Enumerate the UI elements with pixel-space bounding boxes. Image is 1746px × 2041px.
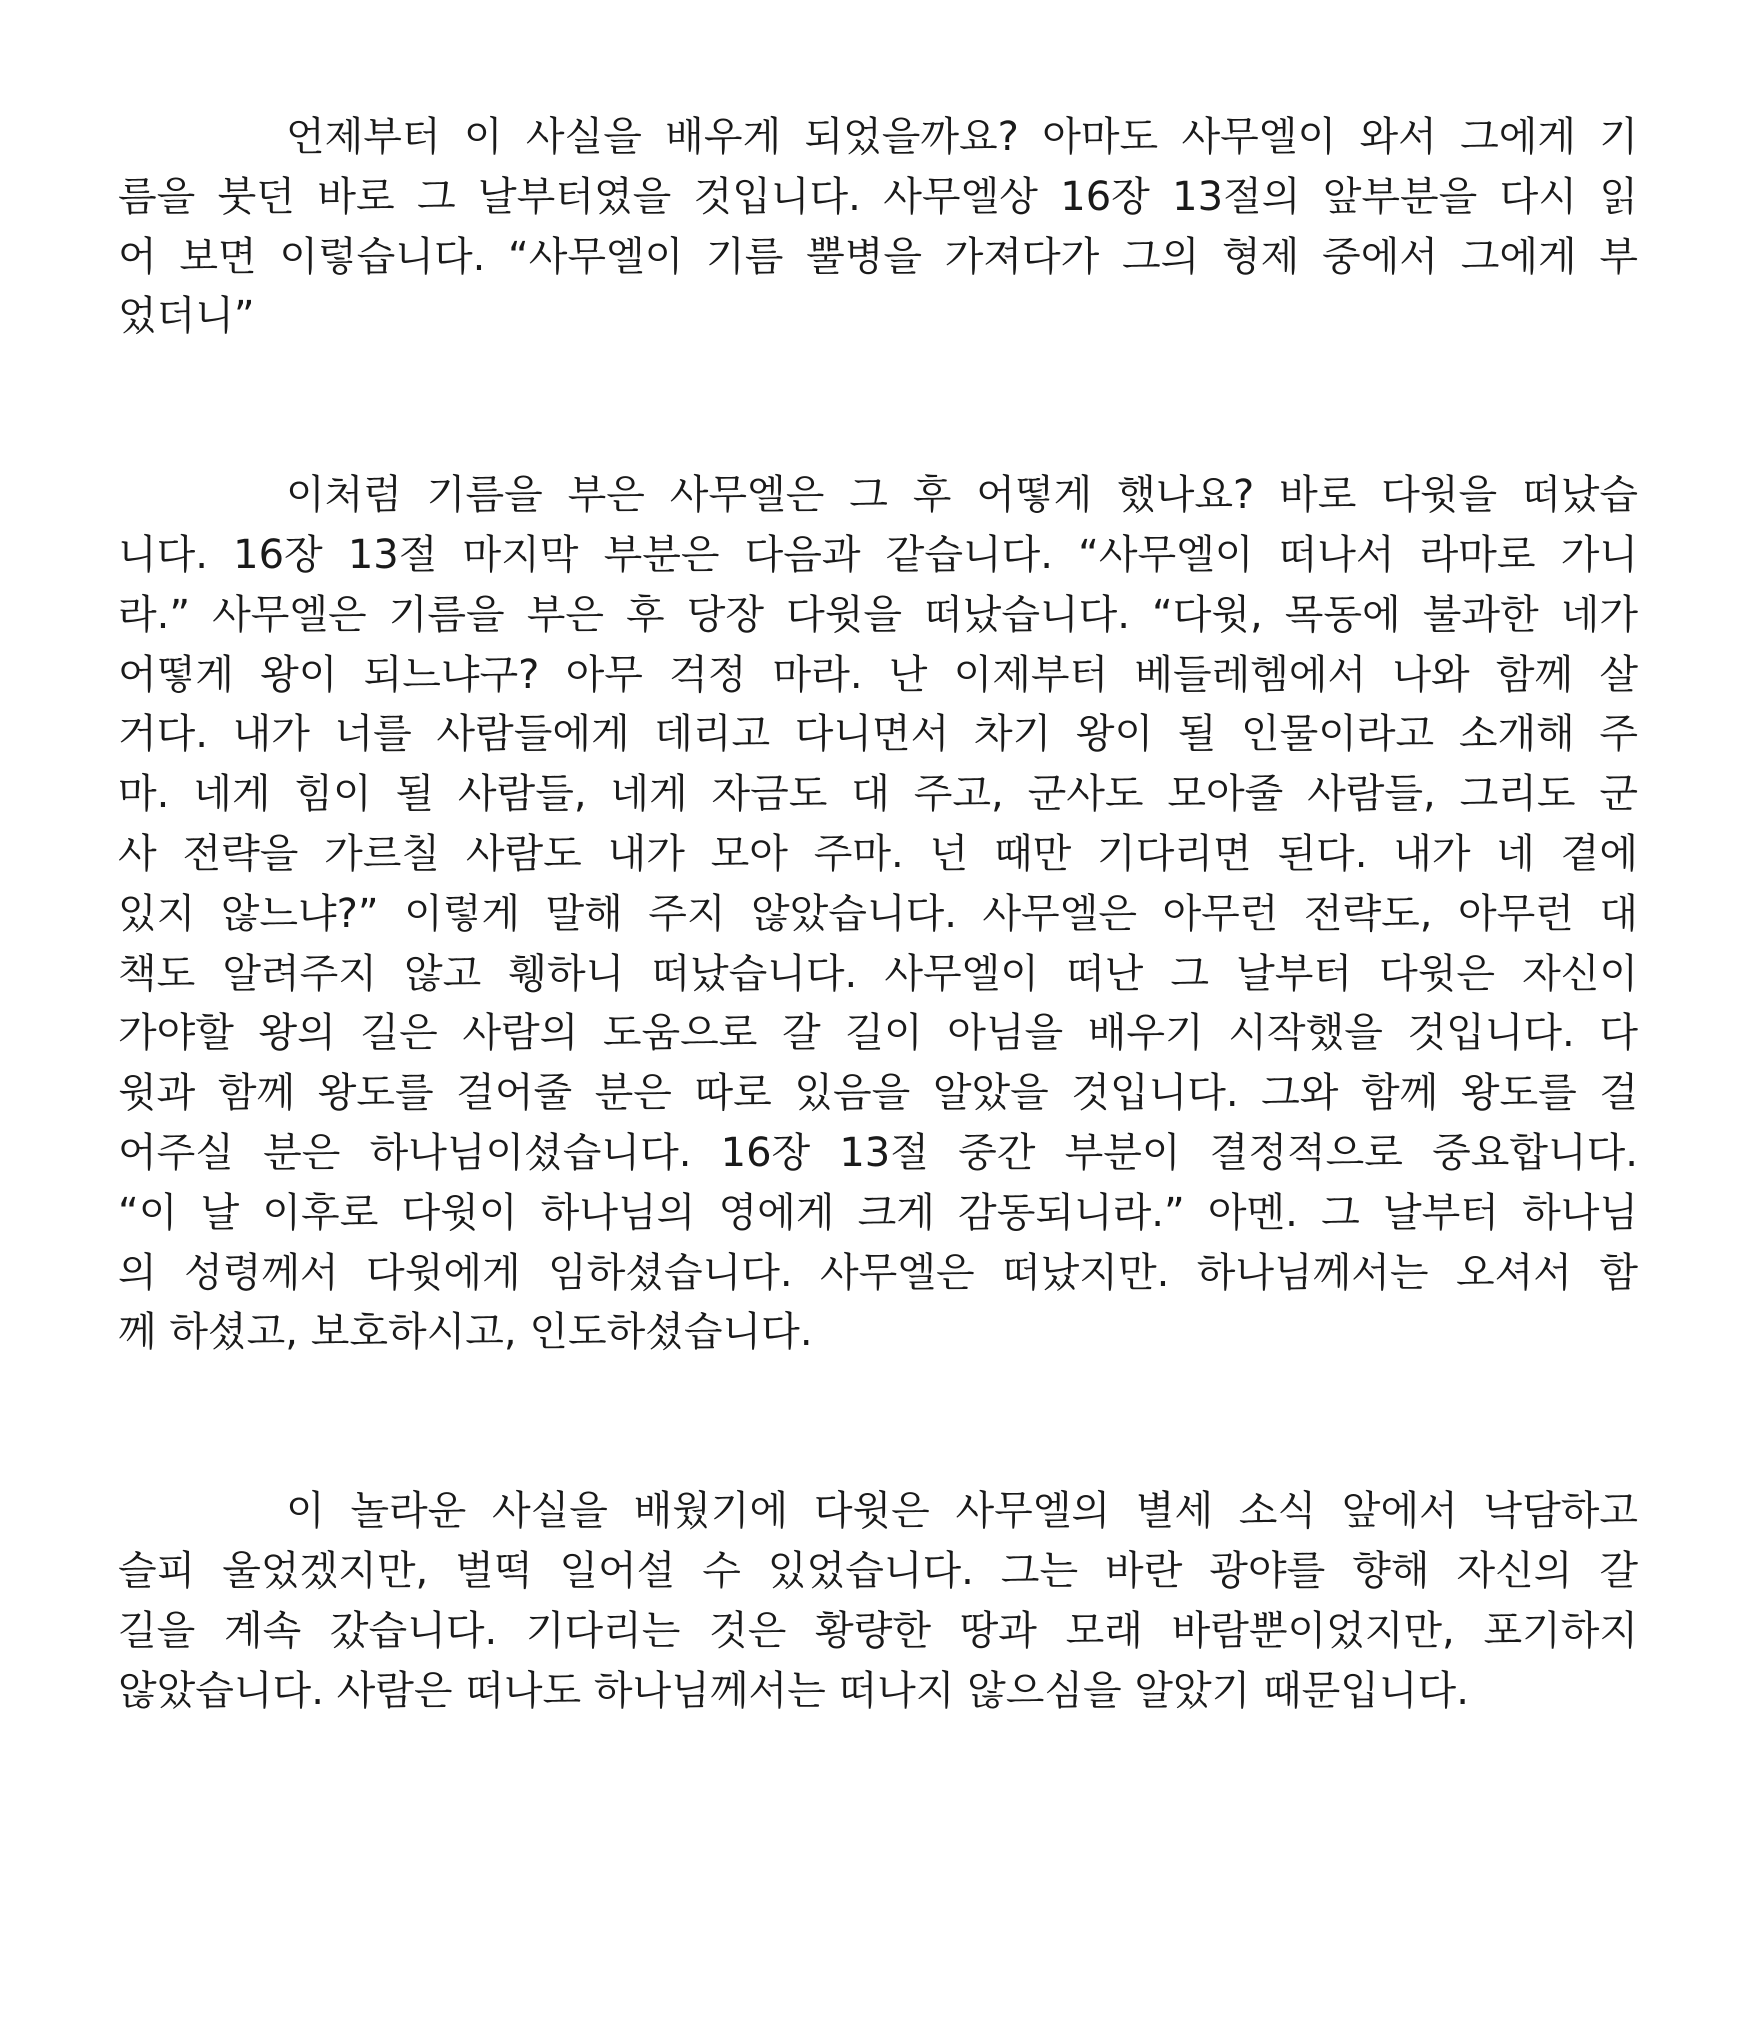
text-line: 어주실 분은 하나님이셨습니다. 16장 13절 중간 부분이 결정적으로 중요합니다.	[118, 1129, 1638, 1176]
text-line: 라.” 사무엘은 기름을 부은 후 당장 다윗을 떠났습니다. “다윗, 목동에 불과한 네가	[118, 591, 1638, 638]
text-line: 사 전략을 가르칠 사람도 내가 모아 주마. 넌 때만 기다리면 된다. 내가 네 곁에	[118, 830, 1638, 877]
text-line: 름을 붓던 바로 그 날부터였을 것입니다. 사무엘상 16장 13절의 앞부분을 다시 읽	[118, 173, 1638, 220]
text-line: 언제부터 이 사실을 배우게 되었을까요? 아마도 사무엘이 와서 그에게 기	[286, 114, 1638, 160]
document-body	[118, 108, 1638, 1721]
paragraph-1	[118, 108, 1638, 347]
paragraph-spacer	[118, 347, 1638, 466]
text-line: 의 성령께서 다윗에게 임하셨습니다. 사무엘은 떠났지만. 하나님께서는 오셔서 함	[118, 1249, 1638, 1296]
paragraph-3	[118, 1482, 1638, 1721]
text-line: 었더니”	[118, 293, 255, 340]
text-line: 가야할 왕의 길은 사람의 도움으로 갈 길이 아님을 배우기 시작했을 것입니다. 다	[118, 1010, 1638, 1057]
text-line: 책도 알려주지 않고 휑하니 떠났습니다. 사무엘이 떠난 그 날부터 다윗은 자신이	[118, 950, 1638, 997]
text-line: 슬피 울었겠지만, 벌떡 일어설 수 있었습니다. 그는 바란 광야를 향해 자신의 갈	[118, 1547, 1638, 1594]
text-line: 어 보면 이렇습니다. “사무엘이 기름 뿔병을 가져다가 그의 형제 중에서 그에게 부	[118, 233, 1638, 280]
text-line: 거다. 내가 너를 사람들에게 데리고 다니면서 차기 왕이 될 인물이라고 소개해 주	[118, 711, 1638, 758]
text-line: 않았습니다. 사람은 떠나도 하나님께서는 떠나지 않으심을 알았기 때문입니다.	[118, 1667, 1469, 1714]
text-line: 길을 계속 갔습니다. 기다리는 것은 황량한 땅과 모래 바람뿐이었지만, 포기하지	[118, 1607, 1638, 1654]
text-line: 께 하셨고, 보호하시고, 인도하셨습니다.	[118, 1309, 813, 1356]
text-line: 이처럼 기름을 부은 사무엘은 그 후 어떻게 했나요? 바로 다윗을 떠났습	[286, 472, 1638, 519]
text-line: 어떻게 왕이 되느냐구? 아무 걱정 마라. 난 이제부터 베들레헴에서 나와 함께 살	[118, 651, 1638, 698]
paragraph-2	[118, 466, 1638, 1363]
text-line: 윗과 함께 왕도를 걸어줄 분은 따로 있음을 알았을 것입니다. 그와 함께 왕도를 걸	[118, 1070, 1638, 1117]
text-line: 있지 않느냐?” 이렇게 말해 주지 않았습니다. 사무엘은 아무런 전략도, 아무런 대	[118, 890, 1638, 937]
text-line: 마. 네게 힘이 될 사람들, 네게 자금도 대 주고, 군사도 모아줄 사람들, 그리도 군	[118, 771, 1638, 818]
text-line: “이 날 이후로 다윗이 하나님의 영에게 크게 감동되니라.” 아멘. 그 날부터 하나님	[118, 1189, 1638, 1236]
text-line: 니다. 16장 13절 마지막 부분은 다음과 같습니다. “사무엘이 떠나서 라마로 가니	[118, 531, 1638, 578]
text-line: 이 놀라운 사실을 배웠기에 다윗은 사무엘의 별세 소식 앞에서 낙담하고	[286, 1488, 1638, 1535]
paragraph-spacer	[118, 1363, 1638, 1482]
